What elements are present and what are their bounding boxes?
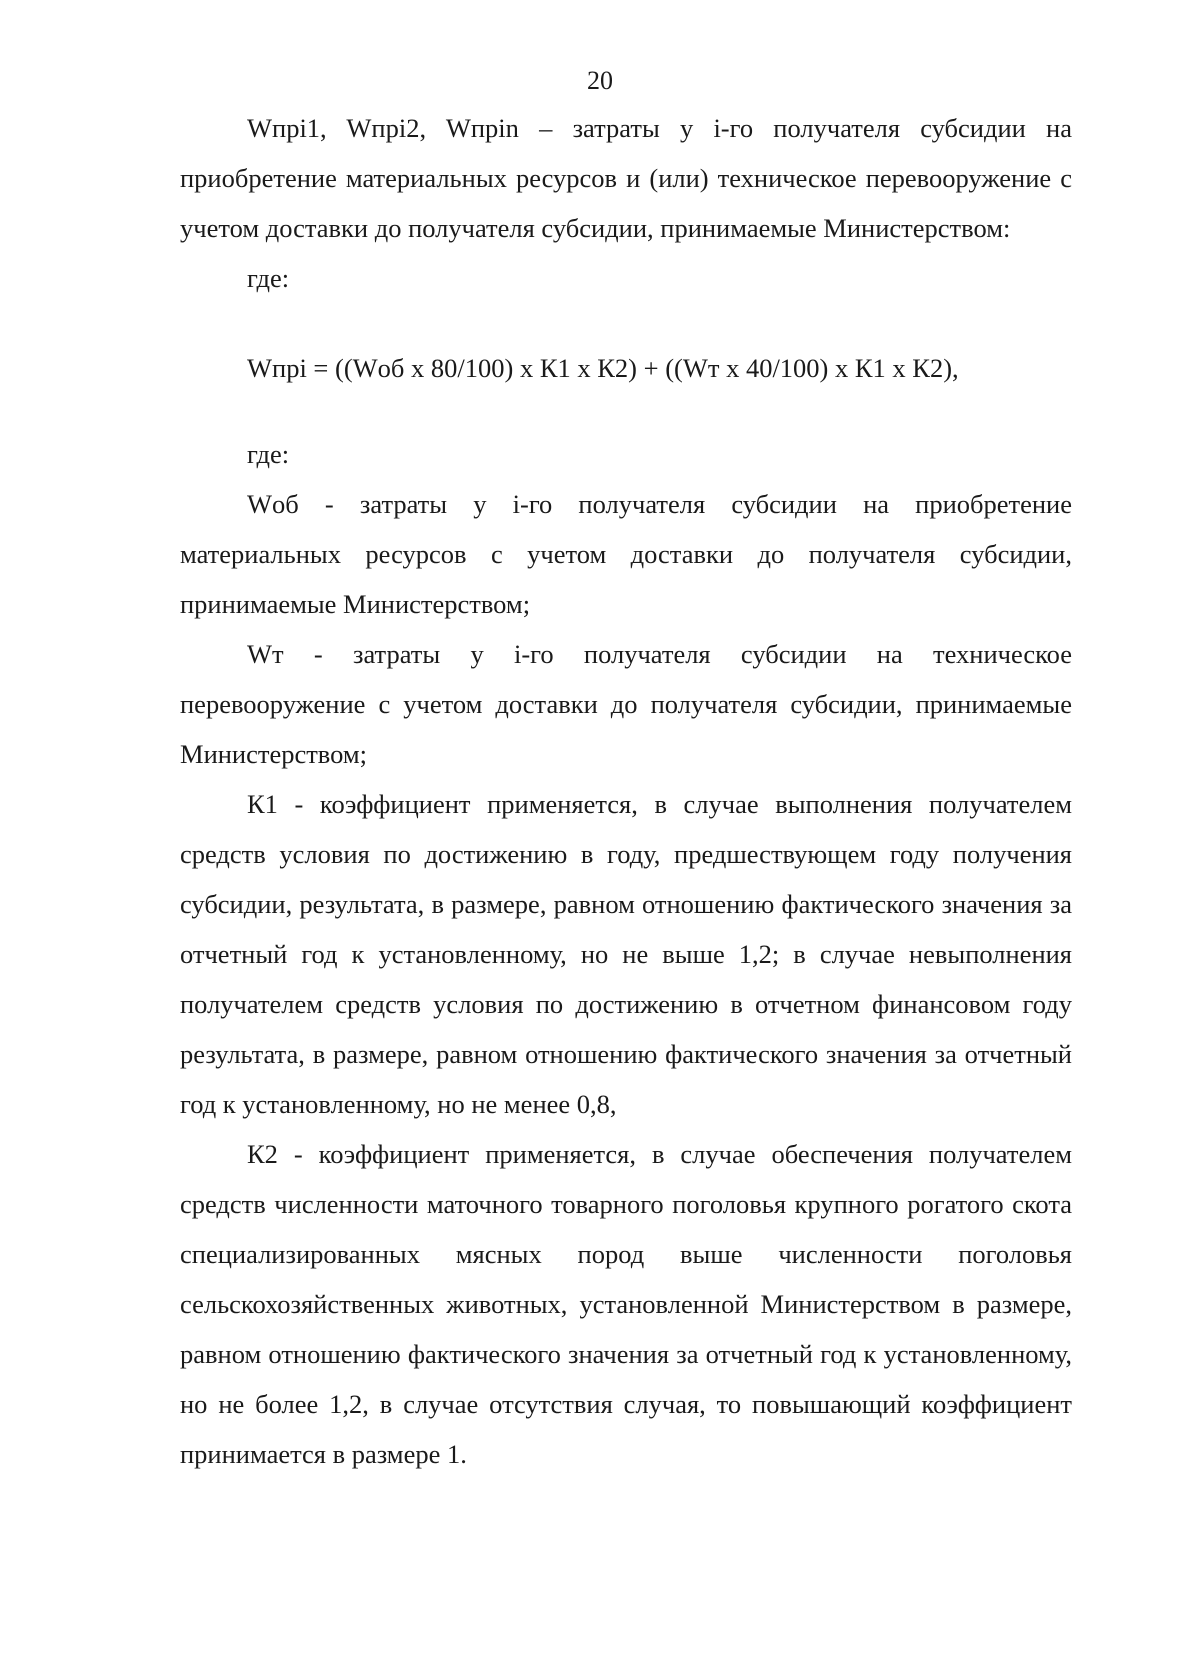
- formula-wpri: Wпрi = ((Wоб х 80/100) х К1 х К2) + ((Wт х 40/100) х К1 х К2),: [247, 353, 959, 383]
- document-body: [180, 103, 1072, 1479]
- spacer: [180, 393, 1072, 429]
- paragraph-k2-definition: К2 - коэффициент применяется, в случае обеспечения получателем средств численности маточного товарного поголовья крупного рогатого скота специализированных мясных пород выше численности поголовья сельскохозяйственных животных, установленной Министерством в размере, равном отношению фактического значения за отчетный год к установленному, но не более 1,2, в случае отсутствия случая, то повышающий коэффициент принимается в размере 1.: [180, 1139, 1072, 1469]
- paragraph-k1-definition: К1 - коэффициент применяется, в случае выполнения получателем средств условия по достижению в году, предшествующем году получения субсидии, результата, в размере, равном отношению фактического значения за отчетный год к установленному, но не выше 1,2; в случае невыполнения получателем средств условия по достижению в отчетном финансовом году результата, в размере, равном отношению фактического значения за отчетный год к установленному, но не менее 0,8,: [180, 789, 1072, 1119]
- paragraph-wpri-definition: Wпрi1, Wпрi2, Wпрin – затраты у i-го получателя субсидии на приобретение материальных ресурсов и (или) техническое перевооружение с учетом доставки до получателя субсидии, принимаемые Министерством:: [180, 113, 1072, 243]
- where-label-1: где:: [247, 263, 290, 293]
- spacer: [180, 303, 1072, 343]
- page-number: 20: [587, 66, 613, 95]
- where-label-2: где:: [247, 439, 290, 469]
- paragraph-wt-definition: Wт - затраты у i-го получателя субсидии на техническое перевооружение с учетом доставки до получателя субсидии, принимаемые Министерством;: [180, 639, 1072, 769]
- paragraph-wob-definition: Wоб - затраты у i-го получателя субсидии на приобретение материальных ресурсов с учетом доставки до получателя субсидии, принимаемые Министерством;: [180, 489, 1072, 619]
